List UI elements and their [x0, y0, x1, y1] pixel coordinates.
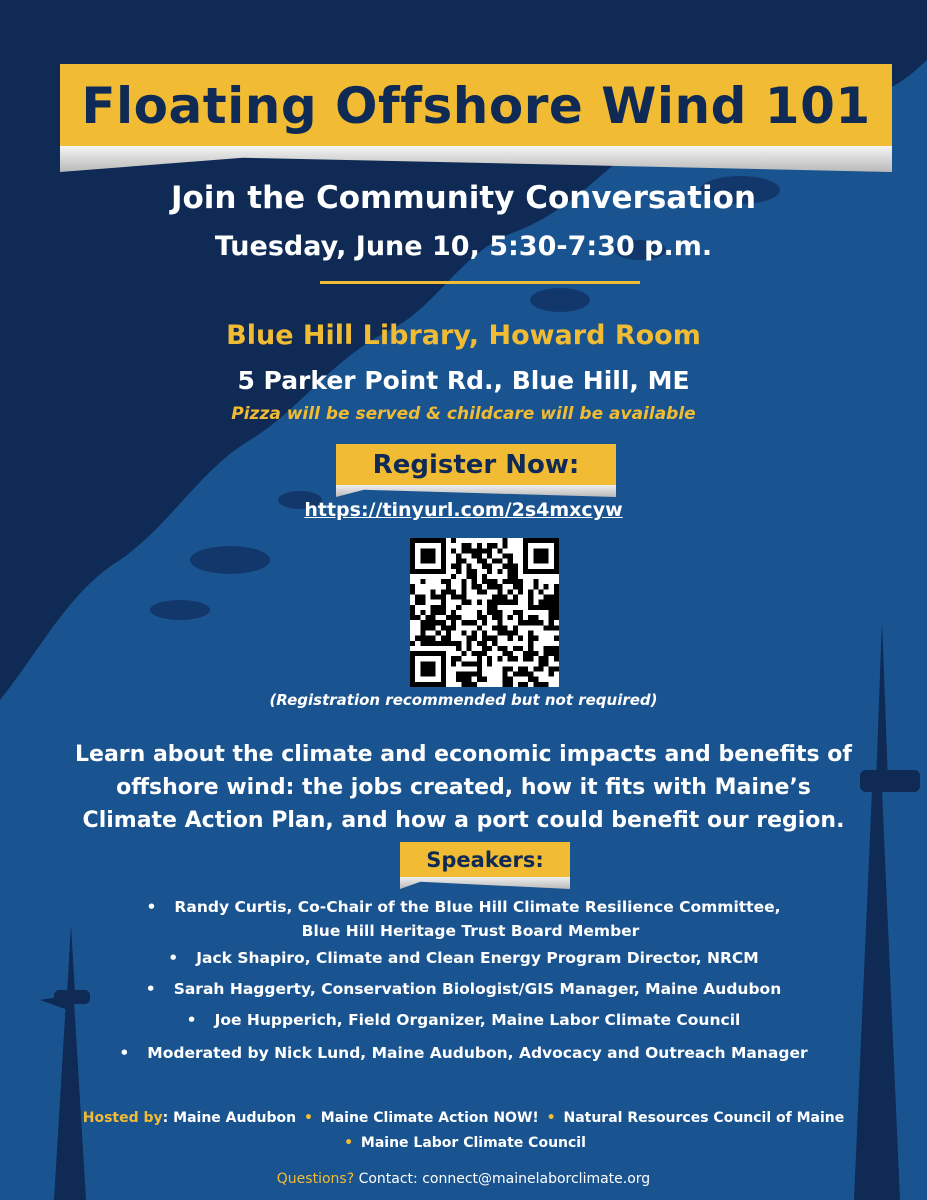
host-org: Maine Labor Climate Council — [360, 1135, 586, 1151]
speaker-text: Moderated by Nick Lund, Maine Audubon, Advocacy and Outreach Manager — [147, 1044, 808, 1062]
amenities-note: Pizza will be served & childcare will be available — [231, 404, 696, 424]
speaker-item — [0, 898, 927, 916]
address: 5 Parker Point Rd., Blue Hill, ME — [237, 366, 690, 395]
speaker-item — [0, 1044, 927, 1062]
contact-line — [0, 1171, 927, 1187]
hosted-by — [0, 1106, 927, 1156]
description-line: Learn about the climate and economic impacts and benefits of — [75, 742, 852, 767]
bullet-icon: • — [146, 898, 157, 916]
speaker-text: Sarah Haggerty, Conservation Biologist/GIS Manager, Maine Audubon — [173, 980, 782, 998]
register-label: Register Now: — [372, 450, 580, 480]
description-line: Climate Action Plan, and how a port could benefit our region. — [82, 808, 845, 833]
bullet-icon: • — [168, 949, 179, 967]
separator-dot: • — [303, 1110, 313, 1126]
speaker-text: Randy Curtis, Co-Chair of the Blue Hill Climate Resilience Committee, — [174, 898, 781, 916]
register-banner — [336, 444, 616, 486]
speaker-text: Jack Shapiro, Climate and Clean Energy Program Director, NRCM — [196, 949, 759, 967]
bullet-icon: • — [119, 1044, 130, 1062]
subtitle: Join the Community Conversation — [170, 180, 757, 216]
hosted-by-line — [0, 1106, 927, 1131]
host-org: Maine Climate Action NOW! — [320, 1110, 539, 1126]
speaker-item — [0, 949, 927, 967]
description-line: offshore wind: the jobs created, how it fits with Maine’s — [116, 775, 811, 800]
host-org: Maine Audubon — [173, 1110, 297, 1126]
register-link[interactable]: https://tinyurl.com/2s4mxcyw — [304, 499, 623, 521]
event-description — [0, 738, 927, 837]
speaker-item — [0, 1011, 927, 1029]
host-org: Natural Resources Council of Maine — [563, 1110, 845, 1126]
speaker-item — [0, 980, 927, 998]
bullet-icon: • — [145, 980, 156, 998]
title-banner — [60, 64, 892, 148]
separator-dot: • — [546, 1110, 556, 1126]
event-title: Floating Offshore Wind 101 — [81, 77, 871, 135]
event-datetime: Tuesday, June 10, 5:30-7:30 p.m. — [214, 231, 713, 262]
speakers-banner — [400, 842, 570, 878]
registration-note: (Registration recommended but not required) — [269, 691, 658, 709]
divider — [320, 281, 640, 284]
separator-dot: • — [344, 1135, 354, 1151]
venue: Blue Hill Library, Howard Room — [226, 320, 701, 351]
speakers-label: Speakers: — [426, 848, 544, 872]
hosted-by-colon: : — [162, 1110, 169, 1126]
speaker-text: Joe Hupperich, Field Organizer, Maine Labor Climate Council — [214, 1011, 741, 1029]
bullet-icon: • — [186, 1011, 197, 1029]
hosted-by-label: Hosted by — [82, 1110, 163, 1126]
hosted-by-line — [0, 1131, 927, 1156]
contact-email[interactable]: Contact: connect@mainelaborclimate.org — [358, 1171, 651, 1187]
contact-label: Questions? — [276, 1171, 355, 1187]
speaker-item-continued: Blue Hill Heritage Trust Board Member — [301, 922, 640, 940]
qr-code[interactable] — [410, 538, 559, 687]
